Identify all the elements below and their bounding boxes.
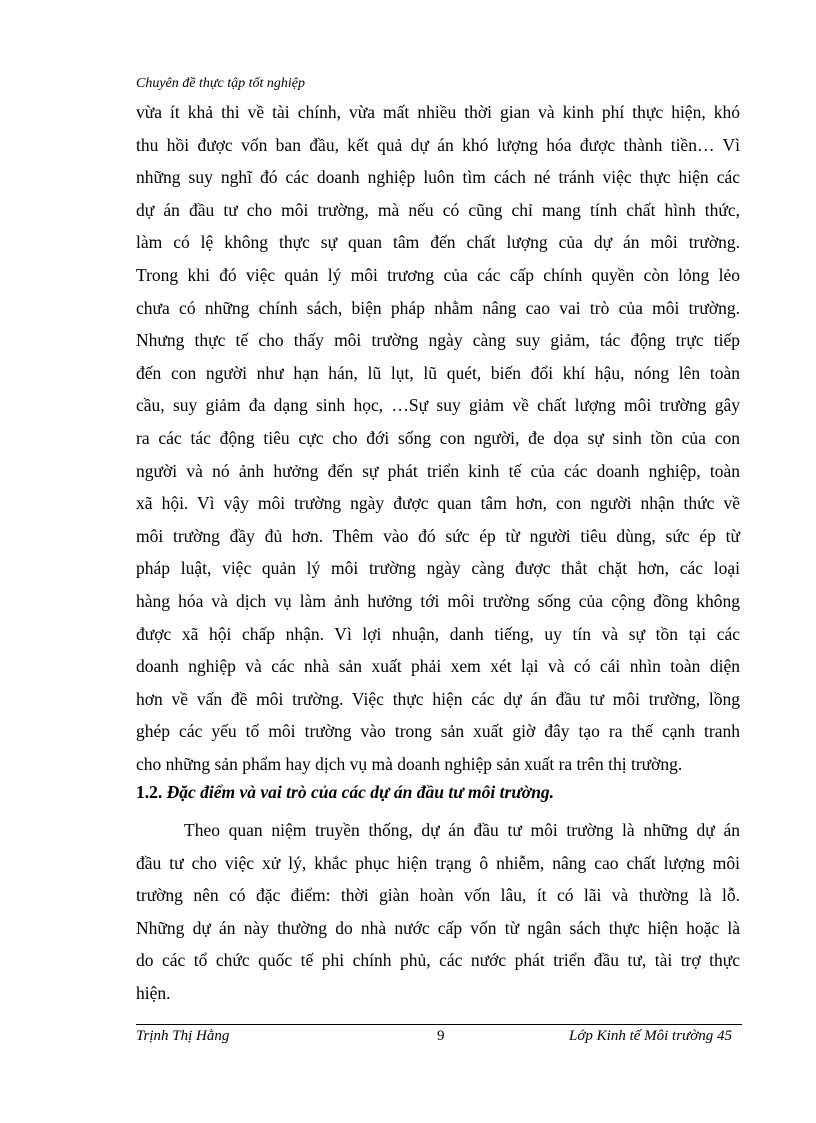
section-title: Đặc điểm và vai trò của các dự án đầu tư môi trường. — [166, 782, 555, 802]
footer-divider — [136, 1024, 742, 1025]
text-line: Nhưng thực tế cho thấy môi trường ngày càng suy giảm, tác động trực tiếp — [136, 330, 740, 351]
text-line: cầu, suy giảm đa dạng sinh học, …Sự suy giảm về chất lượng môi trường gây — [136, 395, 740, 416]
text-line: người và nó ảnh hưởng đến sự phát triển kinh tế của các doanh nghiệp, toàn — [136, 460, 740, 481]
text-line: trường nên có đặc điểm: thời giàn hoàn vốn lâu, ít có lãi và thường là lỗ. — [136, 885, 740, 906]
text-line: đến con người như hạn hán, lũ lụt, lũ quét, biến đổi khí hậu, nóng lên toàn — [136, 362, 740, 383]
section-number: 1.2. — [136, 782, 163, 802]
text-line: đầu tư cho việc xử lý, khắc phục hiện trạng ô nhiễm, nâng cao chất lượng môi — [136, 852, 740, 873]
footer-author: Trịnh Thị Hằng — [136, 1028, 230, 1044]
text-line: Trong khi đó việc quản lý môi trương của các cấp chính quyền còn lỏng lẻo — [136, 264, 740, 285]
footer-class: Lớp Kinh tế Môi trường 45 — [569, 1028, 732, 1044]
text-line: doanh nghiệp và các nhà sản xuất phải xem xét lại và có cái nhìn toàn diện — [136, 656, 740, 677]
text-line: hàng hóa và dịch vụ làm ảnh hưởng tới môi trường sống của cộng đồng không — [136, 590, 740, 611]
paragraph-2 — [136, 814, 740, 1010]
text-line: làm có lệ không thực sự quan tâm đến chất lượng của dự án môi trường. — [136, 232, 740, 253]
text-line: những suy nghĩ đó các doanh nghiệp luôn tìm cách né tránh việc thực hiện các — [136, 167, 740, 188]
text-line: hiện. — [136, 982, 171, 1003]
text-line: hơn về vấn đề môi trường. Việc thực hiện các dự án đầu tư môi trường, lồng — [136, 688, 740, 709]
text-line: thu hồi được vốn ban đầu, kết quả dự án khó lượng hóa được thành tiền… Vì — [136, 134, 740, 155]
paragraph-1 — [136, 96, 740, 780]
text-line: pháp luật, việc quản lý môi trường ngày càng được thắt chặt hơn, các loại — [136, 558, 740, 579]
text-line: chưa có những chính sách, biện pháp nhằm nâng cao vai trò của môi trường. — [136, 297, 740, 318]
page-header: Chuyên đề thực tập tốt nghiệp — [136, 76, 305, 91]
text-line: được xã hội chấp nhận. Vì lợi nhuận, danh tiếng, uy tín và sự tồn tại các — [136, 623, 740, 644]
text-line: xã hội. Vì vậy môi trường ngày được quan tâm hơn, con người nhận thức về — [136, 493, 740, 514]
text-line: vừa ít khả thi về tài chính, vừa mất nhiều thời gian và kinh phí thực hiện, khó — [136, 102, 740, 122]
text-line: Theo quan niệm truyền thống, dự án đầu tư môi trường là những dự án — [184, 820, 740, 840]
text-line: dự án đầu tư cho môi trường, mà nếu có cũng chỉ mang tính chất hình thức, — [136, 199, 740, 220]
section-heading — [136, 778, 554, 806]
text-line: cho những sản phẩm hay dịch vụ mà doanh nghiệp sản xuất ra trên thị trường. — [136, 753, 683, 774]
page-number: 9 — [437, 1028, 445, 1044]
text-line: Những dự án này thường do nhà nước cấp vốn từ ngân sách thực hiện hoặc là — [136, 917, 740, 938]
text-line: ghép các yếu tố môi trường vào trong sản xuất giờ đây tạo ra thế cạnh tranh — [136, 721, 740, 742]
text-line: do các tổ chức quốc tế phi chính phủ, các nước phát triển đầu tư, tài trợ thực — [136, 950, 740, 971]
text-line: ra các tác động tiêu cực cho đới sống con người, đe dọa sự sinh tồn của con — [136, 427, 740, 448]
text-line: môi trường đầy đủ hơn. Thêm vào đó sức ép từ người tiêu dùng, sức ép từ — [136, 525, 740, 546]
